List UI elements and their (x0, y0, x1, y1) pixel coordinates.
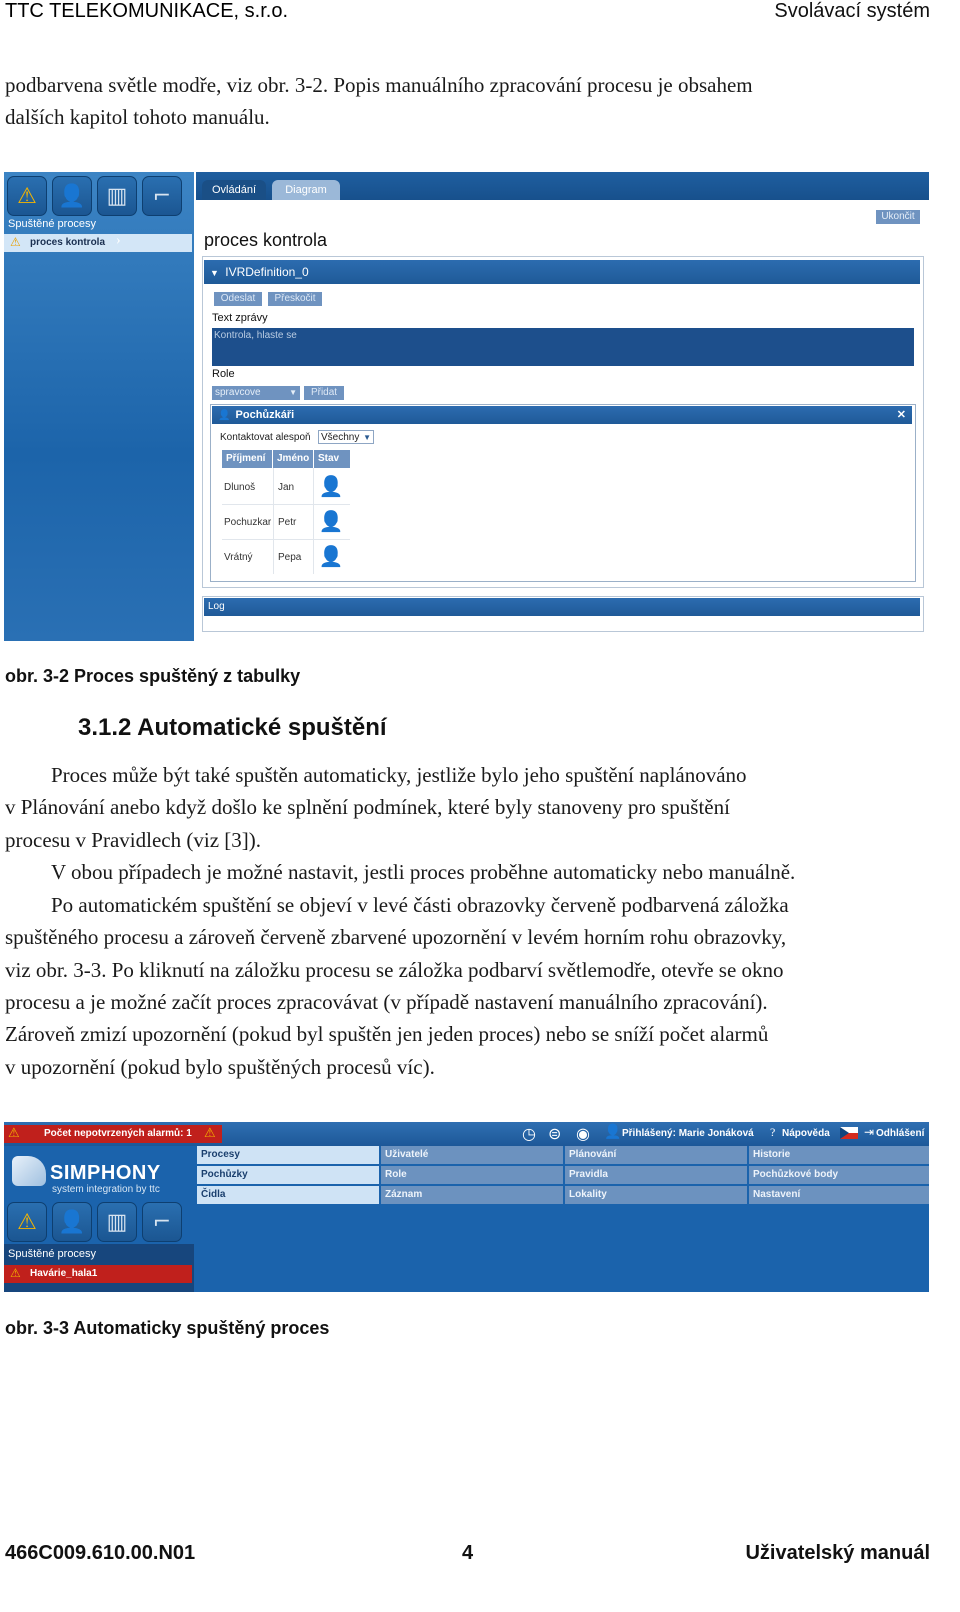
map-icon[interactable]: ▥ (97, 1202, 137, 1242)
alarm-banner[interactable] (4, 1125, 222, 1143)
row-surname: Pochuzkar (224, 517, 272, 528)
add-button[interactable]: Přidat (304, 386, 344, 400)
nav-zaznam[interactable]: Záznam (381, 1186, 563, 1204)
role-select-value: spravcove (215, 387, 261, 398)
logout-icon: ⇥ (864, 1125, 875, 1139)
header-company: TTC TELEKOMUNIKACE, s.r.o. (5, 0, 289, 22)
warning-icon: ⚠ (10, 1266, 21, 1280)
logo-sub: system integration by ttc (52, 1184, 160, 1195)
para-3-line-4: procesu a je možné začít proces zpracovávat (v případě nastavení manuálního zpracování). (5, 990, 768, 1014)
para-3-line-5: Zároveň zmizí upozornění (pokud byl spuštěn jen jeden proces) nebo se sníží počet alarmů (5, 1022, 769, 1046)
warning-icon[interactable]: ⚠ (7, 176, 47, 216)
alarm-text: Počet nepotvrzených alarmů: 1 (44, 1128, 192, 1139)
row-name: Jan (278, 482, 295, 493)
contact-label: Kontaktovat alespoň (220, 432, 311, 443)
para-3-line-2: spuštěného procesu a zároveň červeně zbarvené upozornění v levém horním rohu obrazovky, (5, 925, 787, 949)
footer-title: Uživatelský manuál (745, 1542, 930, 1564)
table-header-status[interactable]: Stav (314, 450, 350, 468)
person-status-icon: 👤 (318, 509, 344, 533)
footer-page-number: 4 (462, 1542, 474, 1564)
list-icon[interactable]: ⊜ (548, 1124, 562, 1143)
role-label: Role (212, 368, 235, 380)
nav-lokality[interactable]: Lokality (565, 1186, 747, 1204)
camera-icon[interactable]: ⌐ (142, 1202, 182, 1242)
help-icon: ? (770, 1125, 776, 1139)
figure-3-2-screenshot (4, 172, 929, 641)
logout-link[interactable]: Odhlášení (876, 1128, 925, 1139)
warning-icon: ⚠ (204, 1125, 216, 1140)
logo-mark-icon (12, 1156, 46, 1186)
section-heading: 3.1.2 Automatické spuštění (78, 714, 387, 741)
log-header[interactable] (204, 598, 920, 616)
footer-doc-id: 466C009.610.00.N01 (5, 1542, 196, 1564)
send-button[interactable]: Odeslat (214, 292, 262, 306)
nav-cidla[interactable]: Čidla (197, 1186, 379, 1204)
tab-ovladani[interactable]: Ovládání (202, 180, 266, 200)
alarm-process-tab[interactable] (4, 1265, 192, 1283)
figure-3-3-caption: obr. 3-3 Automaticky spuštěný proces (5, 1318, 330, 1338)
table-row[interactable] (222, 470, 350, 505)
logo-main: SIMPHONY (50, 1162, 161, 1184)
column-divider (273, 468, 274, 574)
person-status-icon: 👤 (318, 474, 344, 498)
row-name: Pepa (278, 552, 302, 563)
table-header-surname[interactable]: Příjmení (222, 450, 272, 468)
chevron-down-icon: ▼ (210, 268, 219, 278)
contact-select[interactable] (318, 430, 374, 444)
process-panel (196, 172, 929, 641)
nav-pochuzky[interactable]: Pochůzky (197, 1166, 379, 1184)
para-1-line-2: v Plánování anebo když došlo ke splnění podmínek, které byly stanoveny pro spuštění (5, 795, 730, 819)
nav-procesy[interactable]: Procesy (197, 1146, 379, 1164)
definition-label: IVRDefinition_0 (225, 265, 309, 279)
alarm-process-label: Havárie_hala1 (30, 1268, 98, 1279)
logged-user: Přihlášený: Marie Jonáková (622, 1128, 754, 1139)
column-divider (313, 468, 314, 574)
sidebar-section-label: Spuštěné procesy (8, 218, 97, 230)
table-row[interactable] (222, 505, 350, 540)
person-status-icon: 👤 (318, 544, 344, 568)
nav-pochuzkove-body[interactable]: Pochůzkové body (749, 1166, 929, 1184)
map-icon[interactable]: ▥ (97, 176, 137, 216)
definition-header[interactable] (204, 260, 920, 284)
sidebar (4, 172, 194, 641)
para-3-line-3: viz obr. 3-3. Po kliknutí na záložku procesu se záložka podbarví světlemodře, otevře se okno (5, 958, 784, 982)
refresh-icon[interactable]: ◉ (576, 1124, 590, 1143)
para-1-line-1: Proces může být také spuštěn automaticky, jestliže bylo jeho spuštění naplánováno (51, 763, 747, 787)
tab-diagram[interactable]: Diagram (272, 180, 340, 200)
close-icon[interactable]: ✕ (896, 409, 906, 421)
table-header-name[interactable]: Jméno (273, 450, 313, 468)
chevron-down-icon: ▼ (289, 388, 297, 397)
warning-icon: ⚠ (10, 235, 21, 249)
role-select[interactable] (212, 386, 300, 400)
tab-bar (196, 172, 929, 200)
para-3-line-1: Po automatickém spuštění se objeví v levé části obrazovky červeně podbarvená záložka (51, 893, 789, 917)
para-3-line-6: v upozornění (pokud bylo spuštěných procesů víc). (5, 1055, 435, 1079)
intro-line-2: dalších kapitol tohoto manuálu. (5, 105, 270, 129)
nav-nastaveni[interactable]: Nastavení (749, 1186, 929, 1204)
sidebar-active-process[interactable] (4, 234, 192, 252)
warning-icon[interactable]: ⚠ (7, 1202, 47, 1242)
nav-historie[interactable]: Historie (749, 1146, 929, 1164)
row-name: Petr (278, 517, 297, 528)
message-textarea[interactable] (212, 328, 914, 366)
user-icon[interactable]: 👤 (52, 1202, 92, 1242)
chevron-down-icon: ▼ (363, 433, 371, 442)
intro-line-1: podbarvena světle modře, viz obr. 3-2. Popis manuálního zpracování procesu je obsahem (5, 73, 753, 97)
nav-role[interactable]: Role (381, 1166, 563, 1184)
table-row[interactable] (222, 540, 350, 574)
skip-button[interactable]: Přeskočit (268, 292, 322, 306)
clock-icon[interactable]: ◷ (522, 1124, 536, 1143)
nav-pravidla[interactable]: Pravidla (565, 1166, 747, 1184)
user-icon: 👤 (218, 410, 231, 421)
patrols-title: Pochůzkáři (235, 409, 295, 421)
warning-icon: ⚠ (8, 1125, 20, 1140)
sidebar-section-label: Spuštěné procesy (8, 1248, 97, 1260)
message-label: Text zprávy (212, 312, 268, 324)
process-title: proces kontrola (204, 230, 328, 250)
contact-select-value: Všechny (321, 432, 360, 443)
camera-icon[interactable]: ⌐ (142, 176, 182, 216)
patrols-table (222, 450, 352, 574)
message-value: Kontrola, hlaste se (214, 330, 297, 341)
nav-planovani[interactable]: Plánování (565, 1146, 747, 1164)
user-icon: 👤 (604, 1125, 622, 1140)
figure-3-3-screenshot (4, 1122, 929, 1292)
para-1-line-3: procesu v Pravidlech (viz [3]). (5, 828, 261, 852)
end-button[interactable]: Ukončit (876, 210, 920, 224)
top-status-bar (4, 1122, 929, 1146)
figure-3-2-caption: obr. 3-2 Proces spuštěný z tabulky (5, 666, 301, 686)
user-icon[interactable]: 👤 (52, 176, 92, 216)
chevron-right-icon: › (116, 233, 121, 248)
nav-uzivatele[interactable]: Uživatelé (381, 1146, 563, 1164)
row-surname: Dlunoš (224, 482, 256, 493)
czech-flag-icon[interactable] (840, 1127, 858, 1139)
sidebar-process-label: proces kontrola (30, 237, 106, 248)
patrols-header (212, 406, 912, 424)
log-label: Log (208, 601, 225, 612)
para-2-line-1: V obou případech je možné nastavit, jestli proces proběhne automaticky nebo manuálně. (51, 860, 796, 884)
row-surname: Vrátný (224, 552, 253, 563)
simphony-logo (8, 1150, 194, 1200)
help-link[interactable]: Nápověda (782, 1128, 830, 1139)
header-product: Svolávací systém (774, 0, 930, 22)
